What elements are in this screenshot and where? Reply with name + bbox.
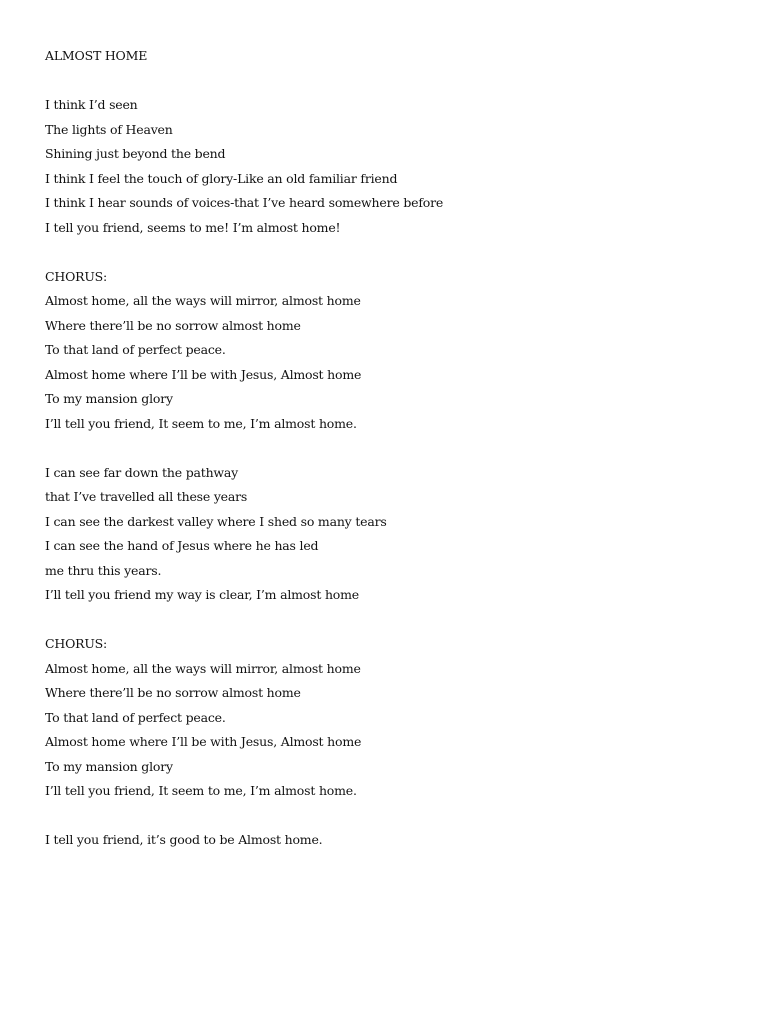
- verse1-line: Shining just beyond the bend: [45, 146, 226, 161]
- chorus1-label: CHORUS:: [45, 268, 108, 284]
- chorus2-line: To that land of perfect peace.: [45, 709, 226, 725]
- verse2-line: that I’ve travelled all these years: [45, 489, 248, 504]
- verse2-line: I’ll tell you friend my way is clear, I’m almost home: [45, 587, 359, 602]
- chorus2-line: I’ll tell you friend, It seem to me, I’m almost home.: [45, 783, 357, 798]
- blank-line: [45, 804, 735, 829]
- verse2-line: I can see the hand of Jesus where he has led: [45, 538, 319, 553]
- chorus2-line: To my mansion glory: [45, 758, 173, 774]
- chorus1-line: Almost home where I’ll be with Jesus, Almost home: [45, 366, 362, 382]
- blank-line: [45, 240, 735, 265]
- chorus2-line: Almost home where I’ll be with Jesus, Almost home: [45, 734, 362, 749]
- blank-line: [45, 436, 735, 461]
- chorus1-line: Where there’ll be no sorrow almost home: [45, 317, 301, 333]
- chorus2-line: Where there’ll be no sorrow almost home: [45, 685, 301, 700]
- verse2-line: I can see the darkest valley where I shed so many tears: [45, 513, 387, 529]
- chorus1-line: To my mansion glory: [45, 391, 173, 406]
- verse1-line: I tell you friend, seems to me! I’m almost home!: [45, 219, 341, 235]
- chorus2-line: Almost home, all the ways will mirror, almost home: [45, 660, 361, 676]
- song-title: ALMOST HOME: [45, 48, 148, 63]
- verse2-line: I can see far down the pathway: [45, 464, 239, 480]
- chorus1-line: To that land of perfect peace.: [45, 342, 226, 357]
- ending-line: I tell you friend, it’s good to be Almost home.: [45, 832, 323, 847]
- lyrics-body: [45, 44, 735, 853]
- verse1-line: I think I feel the touch of glory-Like an old familiar friend: [45, 170, 398, 186]
- chorus2-label: CHORUS:: [45, 636, 108, 651]
- verse1-line: I think I’d seen: [45, 97, 138, 112]
- blank-line: [45, 69, 735, 94]
- blank-line: [45, 608, 735, 633]
- chorus1-line: I’ll tell you friend, It seem to me, I’m almost home.: [45, 415, 357, 431]
- verse2-line: me thru this years.: [45, 562, 162, 578]
- verse1-line: The lights of Heaven: [45, 121, 173, 137]
- chorus1-line: Almost home, all the ways will mirror, almost home: [45, 293, 361, 308]
- verse1-line: I think I hear sounds of voices-that I’ve heard somewhere before: [45, 195, 444, 210]
